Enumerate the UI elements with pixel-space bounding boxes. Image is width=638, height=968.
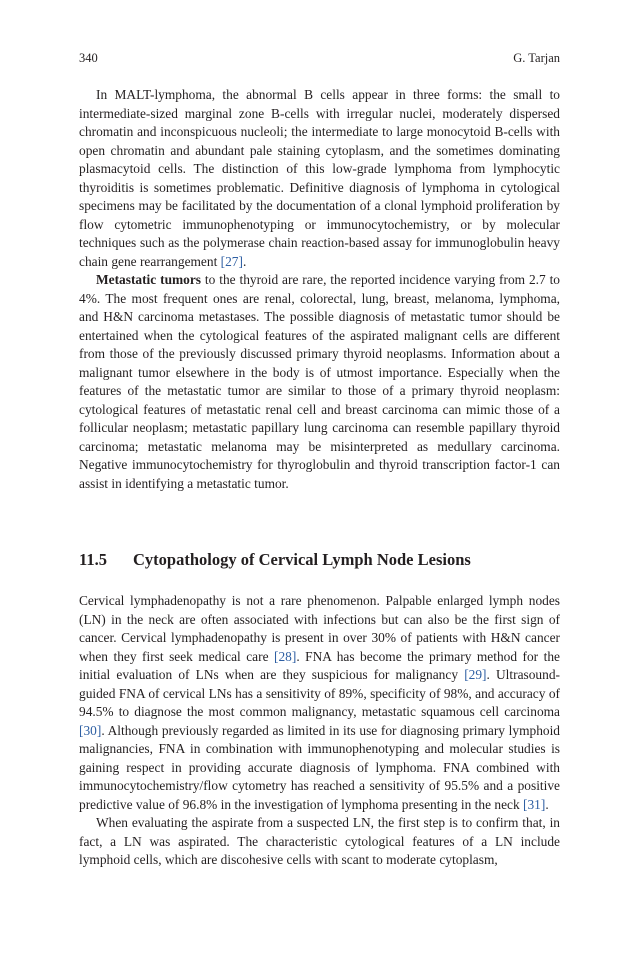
bold-lead-term: Metastatic tumors — [96, 272, 202, 287]
citation-link[interactable]: [30] — [79, 722, 102, 738]
text-block-top — [79, 86, 560, 493]
text-block-section — [79, 592, 560, 870]
paragraph-evaluating-aspirate: When evaluating the aspirate from a suspected LN, the first step is to confirm that, in fact, a LN was aspirated. The characteristic cytological features of a LN include lymphoid cells, which are discohesive cells with scant to moderate cytoplasm, — [79, 815, 560, 867]
page-number: 340 — [79, 51, 98, 65]
section-number: 11.5 — [79, 550, 107, 569]
citation-link[interactable]: [27] — [220, 253, 243, 269]
citation-link[interactable]: [29] — [464, 667, 487, 682]
citation-link[interactable]: [31] — [523, 796, 546, 812]
paragraph-cervical-lymphadenopathy: Cervical lymphadenopathy is not a rare phenomenon. Palpable enlarged lymph nodes (LN) in the neck are often associated with infections but can also be the first sign of cancer. Cervical lymphadenopathy is present in over 30% of patients with H&N cancer when they first seek medical care [28]. FNA has become the primary method for the initial evaluation of LNs when are they suspicious for malignancy [29]. Ultrasound-guided FNA of cervical LNs has a sensitivity of 89%, specificity of 98%, and accuracy of 94.5% to diagnose the most common malignancy, metastatic squamous cell carcinoma [30]. Although previously regarded as limited in its use for diagnosing primary lymphoid malignancies, FNA in combination with immunophenotyping and molecular studies is gaining respect in providing accurate diagnosis of lymphoma. FNA combined with immunocytochemistry/flow cytometry has reached a sensitivity of 95.5% and a positive predictive value of 96.8% in the investigation of lymphoma presenting in the neck [31]. — [79, 593, 560, 812]
paragraph-malt-lymphoma: In MALT-lymphoma, the abnormal B cells appear in three forms: the small to intermediate-sized marginal zone B-cells with irregular nuclei, moderately dispersed chromatin and inconspicuous nucleoli; the intermediate to large monocytoid B-cells with open chromatin and abundant pale staining cytoplasm, and the sometimes dominating plasmacytoid cells. The distinction of this low-grade lymphoma from lymphocytic thyroiditis is sometimes problematic. Definitive diagnosis of lymphoma in cytological specimens may be facilitated by the documentation of a clonal lymphoid proliferation by flow cytometric immunophenotyping or immunocytochemistry, or by molecular techniques such as the polymerase chain reaction-based assay for immunoglobulin heavy chain gene rearrangement [27]. — [79, 87, 560, 269]
running-head-author: G. Tarjan — [513, 51, 560, 65]
paragraph-metastatic-tumors: Metastatic tumors to the thyroid are rare, the reported incidence varying from 2.7 to 4%. The most frequent ones are renal, colorectal, lung, breast, melanoma, lymphoma, and H&N carcinoma metastases. The possible diagnosis of metastatic tumor should be entertained when the cytological features of the aspirated malignant cells are different from those of the previously discussed primary thyroid neoplasms. Information about a malignant tumor elsewhere in the body is of utmost importance. Especially when the features of the metastatic tumor are similar to those of a primary thyroid neoplasm: cytological features of metastatic renal cell and breast carcinoma can mimic those of a follicular neoplasm; metastatic papillary lung carcinoma can resemble papillary thyroid carcinoma; metastatic melanoma may be misinterpreted as medullary carcinoma. Negative immunocytochemistry for thyroglobulin and thyroid transcription factor-1 can assist in identifying a metastatic tumor. — [79, 272, 560, 491]
page-header — [79, 50, 560, 66]
citation-link[interactable]: [28] — [274, 648, 297, 664]
section-heading — [79, 549, 560, 571]
section-title-text: Cytopathology of Cervical Lymph Node Lesions — [133, 550, 471, 569]
